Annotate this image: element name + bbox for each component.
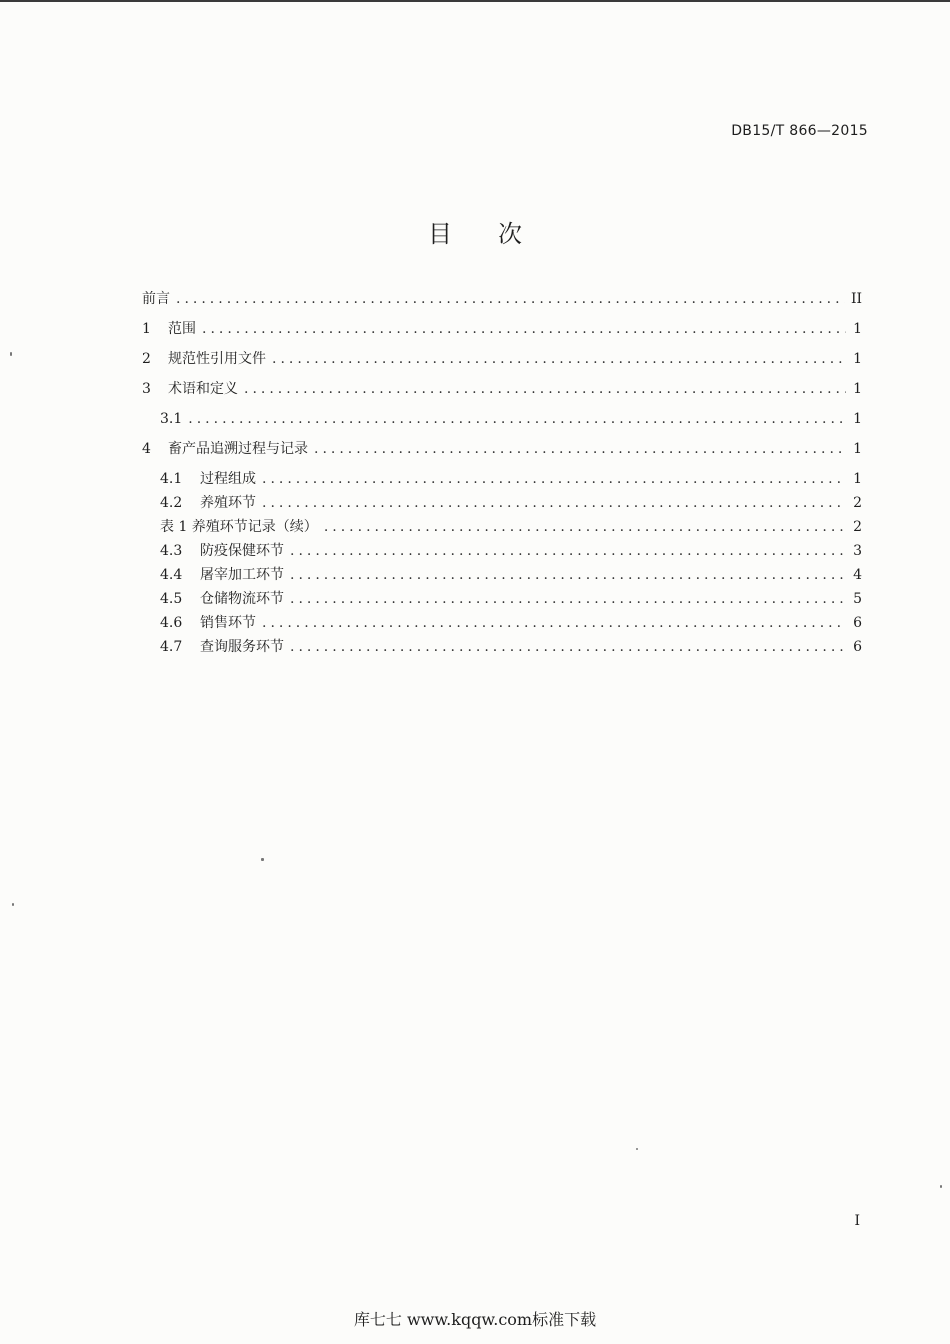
toc-entry-page: 2: [853, 495, 862, 511]
toc-entry-3[interactable]: [142, 380, 862, 398]
toc-entry-page: 1: [853, 471, 862, 487]
toc-entry-label: 前言: [142, 291, 170, 307]
page-number: I: [854, 1213, 860, 1229]
toc-entry-page: 1: [853, 441, 862, 457]
toc-title: [0, 214, 950, 249]
toc-entry-page: II: [850, 291, 862, 307]
scan-speck: [261, 858, 264, 861]
footer-watermark: 库七七 www.kqqw.com标准下载: [353, 1310, 597, 1329]
toc-title-char-2: 次: [498, 220, 522, 248]
toc-leader-dots: [188, 410, 846, 428]
toc-entry-number: 3.1: [160, 411, 183, 427]
toc-entry-number: 4.6: [160, 615, 183, 631]
toc-entry-number: 1: [142, 321, 151, 337]
toc-entry-1[interactable]: [142, 320, 862, 338]
document-code: DB15/T 866—2015: [731, 123, 868, 139]
toc-leader-dots: [262, 470, 846, 488]
toc-entry-table-1[interactable]: [142, 518, 862, 536]
toc-entry-number: 4.7: [160, 639, 183, 655]
toc-leader-dots: [324, 518, 846, 536]
toc-list: [142, 290, 862, 656]
toc-entry-4-5[interactable]: [142, 590, 862, 608]
toc-entry-number: 4.4: [160, 567, 183, 583]
toc-entry-number: 3: [142, 381, 151, 397]
toc-leader-dots: [290, 638, 846, 656]
toc-title-char-1: 目: [428, 220, 452, 248]
toc-entry-page: 6: [853, 615, 862, 631]
scan-speck: [940, 1185, 942, 1188]
toc-entry-label: 销售环节: [200, 615, 256, 631]
toc-entry-number: 4.2: [160, 495, 183, 511]
toc-leader-dots: [262, 494, 846, 512]
toc-entry-4-7[interactable]: [142, 638, 862, 656]
toc-entry-page: 1: [853, 411, 862, 427]
toc-entry-label: 表 1 养殖环节记录（续）: [160, 519, 318, 535]
toc-entry-label: 规范性引用文件: [168, 351, 266, 367]
toc-entry-number: 4.3: [160, 543, 183, 559]
scan-speck: [12, 903, 14, 906]
toc-entry-label: 仓储物流环节: [200, 591, 284, 607]
toc-entry-label: 屠宰加工环节: [200, 567, 284, 583]
toc-entry-page: 2: [853, 519, 862, 535]
toc-leader-dots: [202, 320, 846, 338]
toc-entry-label: 畜产品追溯过程与记录: [168, 441, 308, 457]
toc-entry-page: 4: [853, 567, 862, 583]
toc-entry-number: 2: [142, 351, 151, 367]
toc-entry-page: 1: [853, 381, 862, 397]
toc-leader-dots: [290, 566, 846, 584]
toc-entry-number: 4.5: [160, 591, 183, 607]
toc-entry-2[interactable]: [142, 350, 862, 368]
toc-entry-label: 查询服务环节: [200, 639, 284, 655]
toc-leader-dots: [290, 542, 846, 560]
toc-entry-page: 5: [853, 591, 862, 607]
toc-leader-dots: [244, 380, 846, 398]
toc-entry-label: 养殖环节: [200, 495, 256, 511]
toc-entry-page: 1: [853, 321, 862, 337]
toc-entry-label: 范围: [168, 321, 196, 337]
top-border-line: [0, 0, 950, 2]
toc-entry-4-3[interactable]: [142, 542, 862, 560]
scan-speck: [10, 352, 12, 356]
toc-entry-3-1[interactable]: [142, 410, 862, 428]
toc-entry-4-6[interactable]: [142, 614, 862, 632]
toc-leader-dots: [262, 614, 846, 632]
toc-entry-4-2[interactable]: [142, 494, 862, 512]
toc-leader-dots: [314, 440, 846, 458]
toc-entry-foreword[interactable]: [142, 290, 862, 308]
toc-entry-page: 6: [853, 639, 862, 655]
toc-entry-number: 4.1: [160, 471, 183, 487]
toc-entry-4-4[interactable]: [142, 566, 862, 584]
toc-entry-label: 术语和定义: [168, 381, 238, 397]
toc-entry-label: 防疫保健环节: [200, 543, 284, 559]
toc-leader-dots: [176, 290, 845, 308]
toc-entry-page: 1: [853, 351, 862, 367]
toc-entry-4[interactable]: [142, 440, 862, 458]
toc-leader-dots: [290, 590, 846, 608]
toc-entry-4-1[interactable]: [142, 470, 862, 488]
toc-entry-number: 4: [142, 441, 151, 457]
toc-entry-page: 3: [853, 543, 862, 559]
toc-entry-label: 过程组成: [200, 471, 256, 487]
scan-speck: [636, 1148, 638, 1150]
toc-leader-dots: [272, 350, 846, 368]
